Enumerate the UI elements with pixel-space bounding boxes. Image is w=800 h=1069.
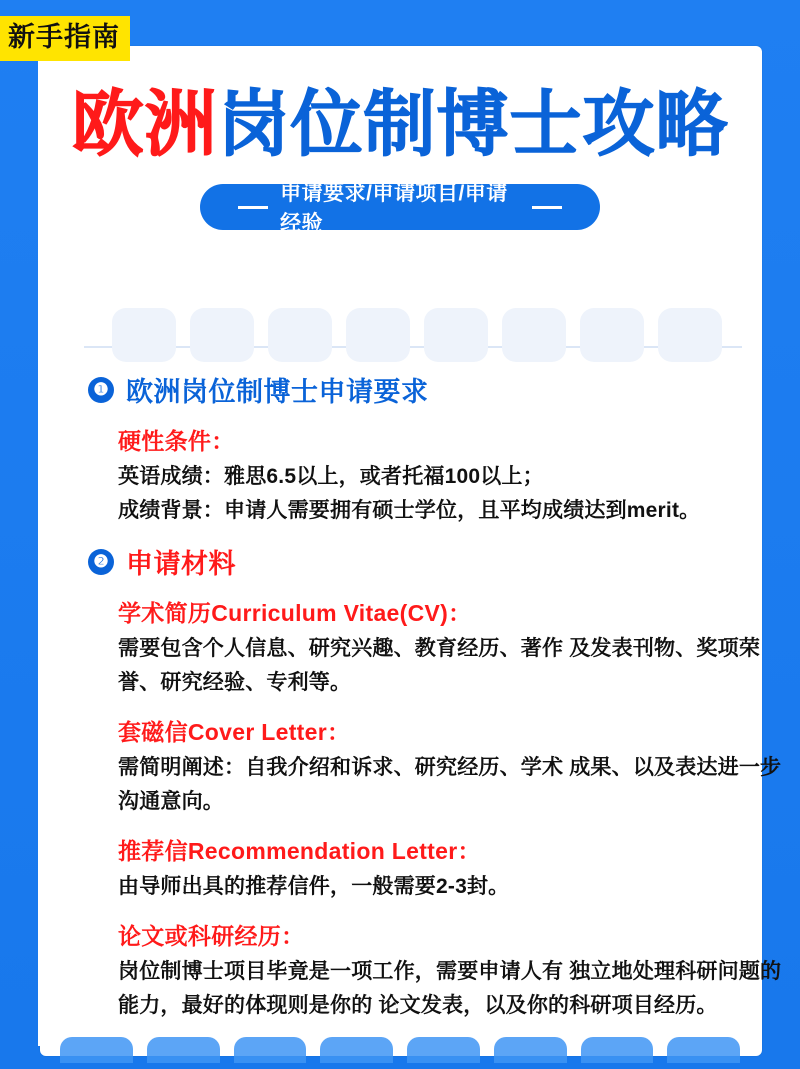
- bottom-perforation-dot: [320, 1037, 393, 1063]
- bottom-perforation-dot: [147, 1037, 220, 1063]
- page-title: [0, 66, 800, 170]
- subtitle-banner: [200, 182, 600, 235]
- subheading-research-experience: 论文或科研经历：: [118, 923, 305, 950]
- bottom-perforation-dot: [60, 1037, 133, 1063]
- perforation-hole: [502, 308, 566, 362]
- section-title-1: 欧洲岗位制博士申请要求: [126, 377, 429, 407]
- section-number-2: ❷: [88, 549, 114, 575]
- body-recommendation-letter: 由导师出具的推荐信件，一般需要2-3封。: [118, 875, 510, 899]
- pill-dash-right-icon: [532, 206, 562, 209]
- body-english-score: 英语成绩：雅思6.5以上，或者托福100以上；: [118, 465, 544, 488]
- bottom-perforation-dot: [407, 1037, 480, 1063]
- bottom-perforation-dot: [494, 1037, 567, 1063]
- body-research-experience: 岗位制博士项目毕竟是一项工作，需要申请人有 独立地处理科研问题的能力，最好的体现则是你的 论文发表，以及你的科研项目经历。: [118, 960, 782, 1018]
- guide-badge: 新手指南: [0, 16, 130, 61]
- perforation-hole: [112, 308, 176, 362]
- subheading-cover-letter: 套磁信Cover Letter：: [118, 719, 351, 746]
- perforation-hole: [658, 308, 722, 362]
- subheading-recommendation-letter: 推荐信Recommendation Letter：: [118, 838, 481, 865]
- poster-content: [88, 364, 788, 1023]
- body-cover-letter: 需简明阐述：自我介绍和诉求、研究经历、学术 成果、以及表达进一步沟通意向。: [118, 756, 782, 814]
- body-academic-background: 成绩背景：申请人需要拥有硕士学位，且平均成绩达到merit。: [118, 499, 701, 523]
- perforation-hole: [268, 308, 332, 362]
- bottom-perforation: [60, 1037, 740, 1063]
- subtitle-text: 申请要求/申请项目/申请经验: [280, 182, 508, 235]
- page-title-red: 欧洲: [71, 85, 218, 165]
- section-number-1: ❶: [88, 377, 114, 403]
- perforation-holes: [112, 308, 722, 362]
- body-cv: 需要包含个人信息、研究兴趣、教育经历、著作 及发表刊物、奖项荣誉、研究经验、专利等。: [118, 637, 761, 695]
- bottom-perforation-dot: [234, 1037, 307, 1063]
- subheading-cv: 学术简历Curriculum Vitae(CV)：: [118, 600, 472, 627]
- perforation-hole: [424, 308, 488, 362]
- section-header-1: [88, 370, 788, 409]
- section-header-2: [88, 542, 788, 581]
- perforation-hole: [190, 308, 254, 362]
- perforation-hole: [580, 308, 644, 362]
- subheading-hard-requirements: 硬性条件：: [118, 428, 235, 454]
- pill-dash-left-icon: [238, 206, 268, 209]
- perforation-hole: [346, 308, 410, 362]
- page-title-blue: 岗位制博士攻略: [217, 85, 729, 165]
- bottom-perforation-dot: [667, 1037, 740, 1063]
- section-title-2: 申请材料: [126, 549, 236, 580]
- bottom-perforation-dot: [581, 1037, 654, 1063]
